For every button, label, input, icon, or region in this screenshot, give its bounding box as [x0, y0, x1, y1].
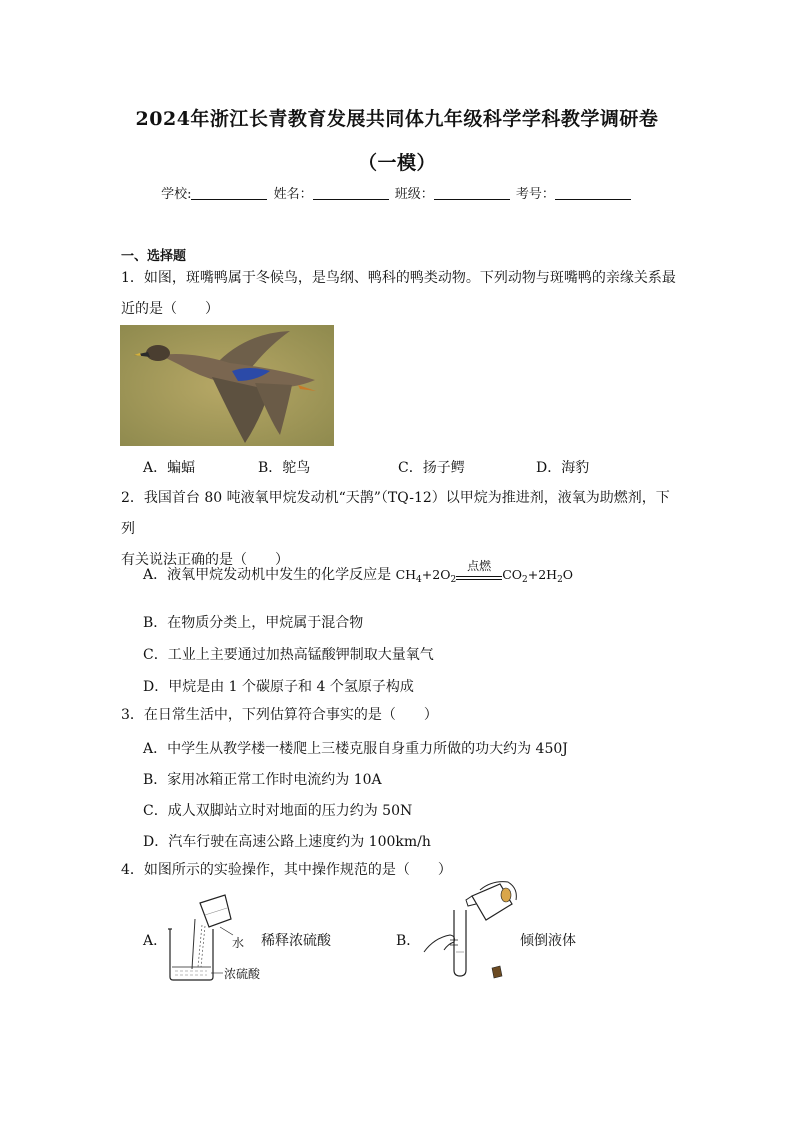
equals-sign — [456, 576, 502, 580]
question-4-text — [121, 855, 681, 886]
q4-option-a[interactable]: A． — [143, 933, 168, 949]
q3-option-c[interactable]: C．成人双脚站立时对地面的压力约为 50N — [143, 803, 413, 819]
exam-no-blank[interactable] — [555, 187, 631, 200]
reaction-condition: 点燃 — [456, 572, 502, 580]
question-3-text — [121, 700, 681, 731]
chemical-equation: $CH_4+2O_2$ 点燃 $CO_2+2H_2O$ — [395, 558, 574, 585]
school-blank[interactable] — [191, 187, 267, 200]
section-title: 一、选择题 — [121, 249, 187, 264]
question-line: 4．如图所示的实验操作，其中操作规范的是（ ） — [121, 862, 452, 878]
pour-liquid-figure — [420, 880, 520, 980]
question-1-text — [121, 263, 681, 325]
q2-option-d[interactable]: D．甲烷是由 1 个碳原子和 4 个氢原子构成 — [143, 679, 414, 695]
question-line: 3．在日常生活中，下列估算符合事实的是（ ） — [121, 707, 438, 723]
acid-label: 浓硫酸 — [224, 967, 261, 981]
name-label: 姓名： — [273, 187, 313, 202]
q4-option-b[interactable]: B． — [396, 933, 421, 949]
q4-option-a-text: 稀释浓硫酸 — [261, 933, 331, 949]
exam-subtitle: （一模） — [357, 152, 436, 174]
class-label: 班级： — [394, 187, 434, 202]
q4-option-b-text: 倾倒液体 — [520, 933, 576, 949]
q3-option-d[interactable]: D．汽车行驶在高速公路上速度约为 100km/h — [143, 834, 431, 850]
q1-option-b[interactable]: B．鸵鸟 — [258, 460, 311, 476]
q2-option-a-text: A．液氧甲烷发动机中发生的化学反应是 — [143, 567, 392, 583]
q1-option-d[interactable]: D．海豹 — [536, 460, 590, 476]
school-label: 学校: — [161, 187, 192, 202]
student-info-line — [0, 183, 794, 202]
q3-option-a[interactable]: A．中学生从教学楼一楼爬上三楼克服自身重力所做的功大约为 450J — [143, 741, 568, 757]
class-blank[interactable] — [434, 187, 510, 200]
question-line: 有关说法正确的是（ ） — [121, 552, 289, 568]
q2-option-b[interactable]: B．在物质分类上，甲烷属于混合物 — [143, 615, 364, 631]
name-blank[interactable] — [313, 187, 389, 200]
question-2-text — [121, 483, 681, 576]
q2-option-c[interactable]: C．工业上主要通过加热高锰酸钾制取大量氧气 — [143, 647, 434, 663]
exam-title: 2024年浙江长青教育发展共同体九年级科学学科教学调研卷 — [135, 108, 659, 130]
question-line: 2．我国首台 80 吨液氧甲烷发动机“天鹊”（TQ-12）以甲烷为推进剂，液氧为助燃剂，下列 — [121, 490, 670, 537]
q1-option-c[interactable]: C．扬子鳄 — [398, 460, 465, 476]
exam-no-label: 考号： — [515, 187, 555, 202]
q1-option-a[interactable]: A．蝙蝠 — [143, 460, 196, 476]
question-line: 1．如图，斑嘴鸭属于冬候鸟，是鸟纲、鸭科的鸭类动物。下列动物与斑嘴鸭的亲缘关系最 — [121, 270, 676, 286]
q3-option-b[interactable]: B．家用冰箱正常工作时电流约为 10A — [143, 772, 382, 788]
question-line: 近的是（ ） — [121, 301, 219, 317]
duck-photo — [120, 325, 334, 446]
water-label: 水 — [232, 936, 245, 950]
